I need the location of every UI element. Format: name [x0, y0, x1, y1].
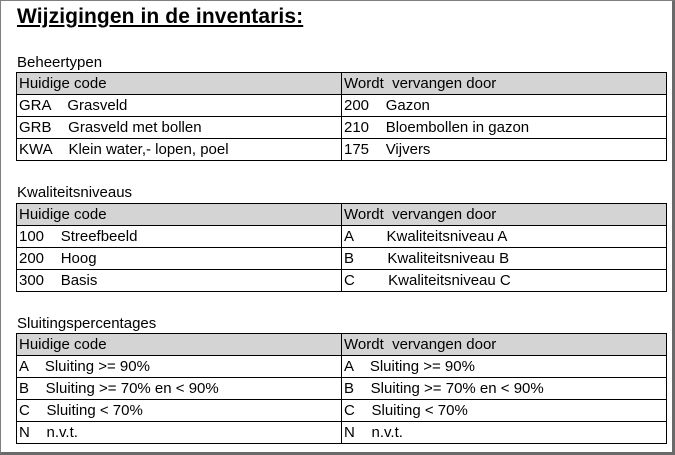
section-label-sluitingspercentages: Sluitingspercentages [17, 315, 157, 332]
section-label-beheertypen: Beheertypen [17, 54, 103, 71]
replacement-cell: B Kwaliteitsniveau B [342, 248, 667, 270]
header-replaced-by: Wordt vervangen door [342, 204, 667, 226]
replacement-cell: C Kwaliteitsniveau C [342, 270, 667, 292]
replacement-cell: A Sluiting >= 90% [342, 356, 667, 378]
replacement-cell: C Sluiting < 70% [342, 400, 667, 422]
current-code-cell: 100 Streefbeeld [17, 226, 342, 248]
replacement-cell: B Sluiting >= 70% en < 90% [342, 378, 667, 400]
current-code-cell: 200 Hoog [17, 248, 342, 270]
table-header-row [17, 204, 667, 226]
current-code-cell: C Sluiting < 70% [17, 400, 342, 422]
section-label-kwaliteitsniveaus: Kwaliteitsniveaus [17, 184, 133, 201]
table-row [17, 226, 667, 248]
header-replaced-by: Wordt vervangen door [342, 73, 667, 95]
table-row [17, 95, 667, 117]
replacement-cell: 175 Vijvers [342, 139, 667, 161]
current-code-cell: N n.v.t. [17, 422, 342, 444]
table-beheertypen [16, 72, 667, 161]
page-title: Wijzigingen in de inventaris: [17, 5, 304, 28]
table-header-row [17, 73, 667, 95]
current-code-cell: 300 Basis [17, 270, 342, 292]
replacement-cell: A Kwaliteitsniveau A [342, 226, 667, 248]
replacement-cell: N n.v.t. [342, 422, 667, 444]
table-row [17, 139, 667, 161]
replacement-cell: 200 Gazon [342, 95, 667, 117]
current-code-cell: B Sluiting >= 70% en < 90% [17, 378, 342, 400]
current-code-cell: GRB Grasveld met bollen [17, 117, 342, 139]
table-row [17, 117, 667, 139]
table-row [17, 270, 667, 292]
table-row [17, 400, 667, 422]
header-current-code: Huidige code [17, 73, 342, 95]
current-code-cell: A Sluiting >= 90% [17, 356, 342, 378]
table-header-row [17, 334, 667, 356]
current-code-cell: GRA Grasveld [17, 95, 342, 117]
header-replaced-by: Wordt vervangen door [342, 334, 667, 356]
replacement-cell: 210 Bloembollen in gazon [342, 117, 667, 139]
header-current-code: Huidige code [17, 334, 342, 356]
table-sluitingspercentages [16, 333, 667, 444]
table-kwaliteitsniveaus [16, 203, 667, 292]
current-code-cell: KWA Klein water,- lopen, poel [17, 139, 342, 161]
header-current-code: Huidige code [17, 204, 342, 226]
table-row [17, 248, 667, 270]
table-row [17, 422, 667, 444]
table-row [17, 378, 667, 400]
table-row [17, 356, 667, 378]
